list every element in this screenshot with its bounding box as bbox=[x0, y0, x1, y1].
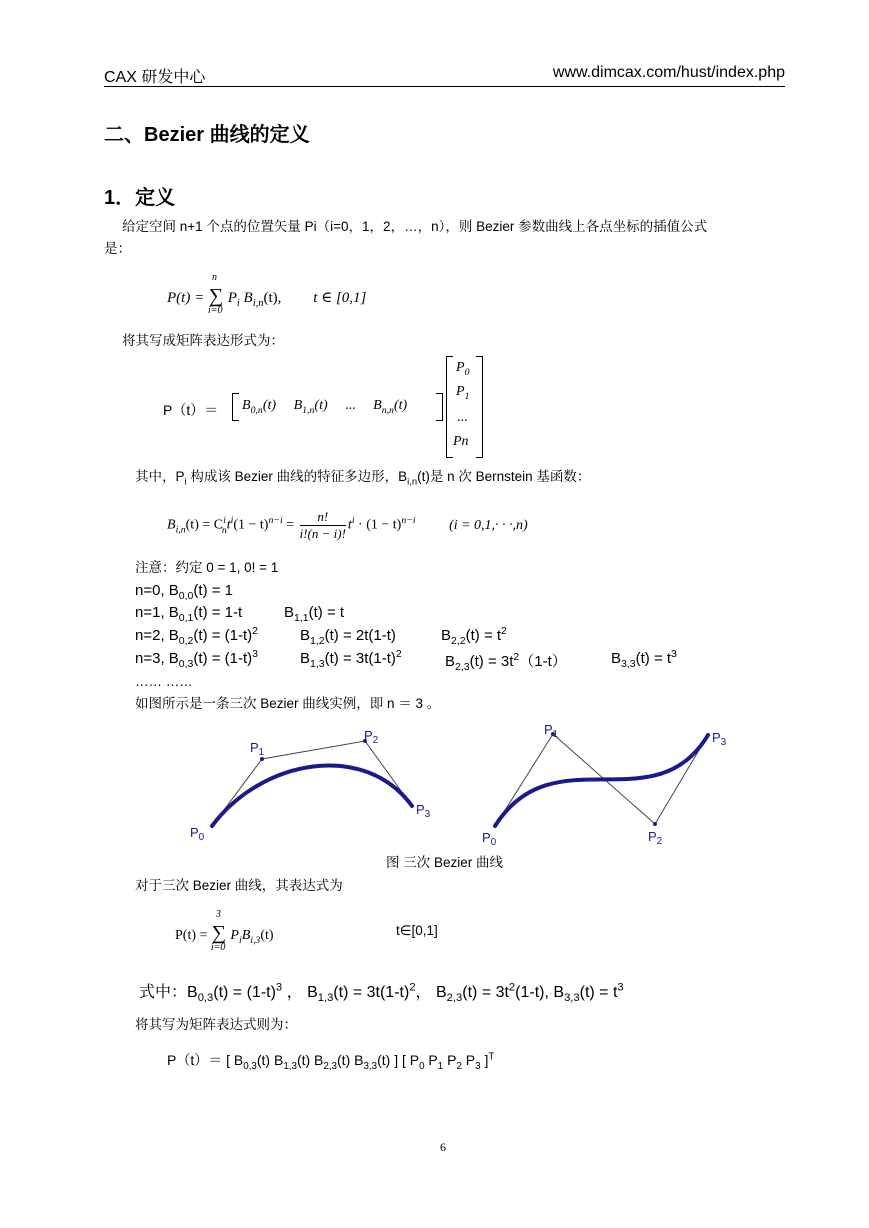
basis-n3a bbox=[135, 648, 258, 670]
basis-n1b bbox=[284, 604, 345, 624]
f3-tail: (t) bbox=[260, 928, 274, 943]
basis-n0-post: (t) = 1 bbox=[193, 582, 234, 599]
f2-after2: · (1 − t) bbox=[354, 517, 402, 533]
para3-a-sub: i bbox=[184, 476, 187, 488]
sigma-icon: ∑ bbox=[208, 285, 224, 307]
formula-4 bbox=[139, 979, 624, 1005]
right-label-p0: $P_0$ bbox=[482, 830, 497, 848]
basis-n2a-sub: 0,2 bbox=[178, 635, 194, 647]
figure-caption: 图 三次 Bezier 曲线 bbox=[386, 855, 504, 870]
basis-n2a-post: (t) = (1-t) bbox=[193, 627, 253, 644]
f2-c-sub: n bbox=[221, 524, 227, 536]
f4-t2-sub: 1,3 bbox=[317, 992, 334, 1005]
basis-n3b-sub: 1,3 bbox=[310, 658, 325, 670]
matrix-lhs: P（t）＝ bbox=[163, 402, 219, 418]
basis-n0-pre: n=0, B bbox=[135, 582, 179, 599]
f1-range: t ∈ [0,1] bbox=[313, 290, 367, 306]
para3 bbox=[135, 468, 590, 486]
f1-sum-top: n bbox=[211, 272, 217, 283]
f4-t2: B bbox=[307, 984, 318, 1001]
basis-n3a-sub: 0,3 bbox=[178, 658, 194, 670]
f5-s1: 0,3 bbox=[243, 1060, 257, 1072]
f3-sum-bottom: i=0 bbox=[210, 942, 226, 953]
f2-frac bbox=[300, 509, 346, 542]
f1-tail: (t), bbox=[263, 290, 282, 306]
f5-p3: (t) B bbox=[337, 1052, 364, 1068]
f5-s8: 3 bbox=[475, 1060, 481, 1072]
formula-3 bbox=[175, 909, 274, 953]
f5-p1: (t) B bbox=[256, 1052, 284, 1068]
bezier-figure bbox=[180, 718, 740, 848]
f1-p-sub: i bbox=[236, 298, 240, 309]
f1-sum-bottom: i=0 bbox=[207, 305, 223, 316]
f1-b-sub: i,n bbox=[252, 298, 264, 309]
basis-n2a bbox=[135, 625, 258, 647]
para4: 如图所示是一条三次 Bezier 曲线实例，即 n ＝ 3 。 bbox=[135, 696, 441, 711]
para3-b: 构成该 Bezier 曲线的特征多边形，B bbox=[186, 469, 408, 484]
left-label-p2: $P_2$ bbox=[364, 728, 379, 746]
left-control-polygon bbox=[212, 741, 412, 826]
f4-t3-sup: 2 bbox=[508, 981, 516, 994]
f4-t4-sup: 3 bbox=[617, 981, 624, 994]
basis-n2a-pre: n=2, B bbox=[135, 627, 179, 644]
f4-t1: B bbox=[187, 984, 198, 1001]
f5-s2: 1,3 bbox=[283, 1060, 297, 1072]
right-label-p2: $P_2$ bbox=[648, 829, 663, 847]
basis-n3d-sub: 3,3 bbox=[621, 658, 636, 670]
basis-n3d-post: (t) = t bbox=[635, 650, 672, 667]
col-bracket-right bbox=[476, 356, 483, 458]
para1-line2: 是： bbox=[104, 241, 131, 256]
section-title: 二、Bezier 曲线的定义 bbox=[104, 124, 310, 146]
basis-n1a-sub: 0,1 bbox=[178, 612, 194, 624]
row-el-1: $B_{1,n}(t)$ bbox=[293, 398, 328, 416]
basis-n3a-sup: 3 bbox=[252, 648, 258, 660]
basis-n1b-pre: B bbox=[284, 604, 295, 621]
f4-pre: 式中： bbox=[139, 984, 188, 1001]
f5-s4: 3,3 bbox=[363, 1060, 378, 1072]
left-label-p0: $P_0$ bbox=[190, 825, 205, 843]
basis-n1b-post: (t) = t bbox=[308, 604, 345, 621]
f4-t3-sub: 2,3 bbox=[446, 992, 463, 1005]
basis-n2b-pre: B bbox=[300, 627, 311, 644]
f3-sum bbox=[210, 909, 227, 953]
f2-c-sup: i bbox=[223, 515, 226, 527]
row-bracket-right bbox=[436, 393, 443, 421]
basis-n3b-sup: 2 bbox=[395, 648, 402, 660]
basis-n3c-post: (t) = 3t bbox=[469, 653, 514, 670]
right-label-p3: $P_3$ bbox=[712, 730, 727, 748]
f5-s7: 2 bbox=[456, 1060, 462, 1072]
f3-sum-top: 3 bbox=[215, 909, 221, 920]
f4-t3-tail: (1-t), bbox=[515, 984, 549, 1001]
f4-t4: B bbox=[553, 984, 565, 1001]
basis-n1a-pre: n=1, B bbox=[135, 604, 179, 621]
basis-n3b bbox=[300, 648, 402, 670]
subsection-title: 1．定义 bbox=[104, 187, 176, 209]
f2-after-sup: i bbox=[351, 515, 355, 527]
f4-t4-post: (t) = t bbox=[579, 984, 618, 1001]
f5-sup: T bbox=[488, 1051, 495, 1063]
basis-n1a bbox=[135, 604, 243, 624]
col-bracket-left bbox=[446, 356, 453, 458]
basis-n2b bbox=[300, 627, 396, 647]
basis-n2c-sup: 2 bbox=[501, 625, 507, 637]
f2-frac-den: i!(n − i)! bbox=[299, 526, 346, 541]
basis-n3c-pre: B bbox=[445, 653, 456, 670]
f2-after2-sup: n−i bbox=[401, 515, 416, 527]
row-bracket-left bbox=[232, 393, 239, 421]
ellipsis: …… …… bbox=[135, 674, 193, 689]
row-el-0: $B_{0,n}(t)$ bbox=[242, 398, 277, 416]
basis-n3d-pre: B bbox=[611, 650, 622, 667]
basis-n3d bbox=[611, 648, 677, 670]
f1-b: B bbox=[243, 290, 253, 306]
col-el-1: $P_1$ bbox=[456, 384, 470, 402]
basis-n3c-sub: 2,3 bbox=[455, 661, 470, 673]
basis-n3b-pre: B bbox=[300, 650, 311, 667]
basis-n3d-sup: 3 bbox=[671, 648, 677, 660]
f2-lhs: B bbox=[167, 517, 176, 533]
f2-lhs-tail: (t) = C bbox=[185, 517, 224, 533]
f5-s5: 0 bbox=[419, 1060, 425, 1072]
f2-lhs-sub: i,n bbox=[175, 524, 186, 536]
f3-p-sub: i bbox=[238, 934, 242, 946]
basis-n2c bbox=[441, 625, 507, 647]
f5-p6: P bbox=[443, 1052, 457, 1068]
col-el-2: ... bbox=[457, 410, 468, 425]
f3-b-sub: i,3 bbox=[250, 934, 261, 946]
para5: 对于三次 Bezier 曲线，其表达式为 bbox=[135, 878, 343, 893]
f4-t4-sub: 3,3 bbox=[564, 992, 580, 1005]
f2-frac-num: n! bbox=[300, 509, 346, 526]
para3-c: (t)是 n 次 Bernstein 基函数： bbox=[417, 469, 591, 484]
f4-t1-sub: 0,3 bbox=[197, 992, 214, 1005]
f2-mid2: (1 − t) bbox=[233, 517, 269, 533]
basis-n2c-sub: 2,2 bbox=[451, 635, 466, 647]
f4-t3: B bbox=[436, 984, 447, 1001]
f3-p: P bbox=[230, 928, 239, 943]
para6: 将其写为矩阵表达式则为： bbox=[135, 1017, 297, 1032]
basis-n1a-post: (t) = 1-t bbox=[193, 604, 243, 621]
para1-line1: 给定空间 n+1 个点的位置矢量 Pi（i=0，1，2，…，n），则 Bezier 参数曲线上各点坐标的插值公式 bbox=[122, 219, 708, 234]
header-left: CAX 研发中心 bbox=[104, 69, 206, 86]
f5-s6: 1 bbox=[437, 1060, 444, 1072]
basis-n1b-sub: 1,1 bbox=[294, 612, 309, 624]
para2: 将其写成矩阵表达形式为： bbox=[122, 333, 284, 348]
row-el-3: $B_{n,n}(t)$ bbox=[373, 398, 408, 416]
note: 注意：约定 0 = 1, 0! = 1 bbox=[135, 560, 279, 575]
formula-5 bbox=[167, 1050, 494, 1070]
f4-t2-post: (t) = 3t(1-t) bbox=[333, 984, 410, 1001]
basis-n2c-post: (t) = t bbox=[465, 627, 502, 644]
basis-n2a-sup: 2 bbox=[252, 625, 258, 637]
f5-p5: P bbox=[424, 1052, 438, 1068]
f2-after: t bbox=[347, 517, 352, 533]
f2-mid2-sup: n−i bbox=[268, 515, 283, 527]
basis-n3c-tail: （1-t） bbox=[519, 653, 567, 670]
f5-p4: (t) ] [ P bbox=[377, 1052, 420, 1068]
col-el-3: Pn bbox=[453, 434, 469, 449]
f1-p: P bbox=[227, 290, 237, 306]
f1-sum bbox=[207, 272, 224, 316]
formula-1 bbox=[167, 272, 367, 316]
basis-n0-sub: 0,0 bbox=[178, 590, 194, 602]
f2-eq: = bbox=[282, 517, 298, 533]
f5-p7: P bbox=[461, 1052, 476, 1068]
basis-n2c-pre: B bbox=[441, 627, 452, 644]
f4-sep2: ， bbox=[415, 984, 436, 1001]
basis-n0 bbox=[135, 582, 234, 602]
right-p2-point bbox=[653, 822, 657, 826]
f4-t1-sup: 3 bbox=[275, 981, 283, 994]
basis-n3c-sup: 2 bbox=[513, 651, 520, 663]
f5-s3: 2,3 bbox=[323, 1060, 338, 1072]
f3-range: t∈[0,1] bbox=[396, 923, 438, 938]
header-right: www.dimcax.com/hust/index.php bbox=[552, 64, 785, 81]
f4-t1-post: (t) = (1-t) bbox=[213, 984, 276, 1001]
right-bezier-curve bbox=[495, 735, 708, 826]
f3-lhs: P(t) = bbox=[175, 928, 211, 943]
row-el-2: ... bbox=[345, 398, 356, 413]
basis-n3c bbox=[445, 650, 567, 671]
f4-sep1: ， bbox=[282, 984, 308, 1001]
f2-mid-sup: i bbox=[230, 515, 234, 527]
right-label-p1: $P_1$ bbox=[544, 722, 559, 740]
header-rule bbox=[104, 86, 785, 87]
formula-2 bbox=[167, 509, 528, 542]
f5-p8: ] bbox=[480, 1052, 489, 1068]
page-number: 6 bbox=[440, 1140, 446, 1154]
f3-b: B bbox=[241, 928, 251, 943]
left-label-p1: $P_1$ bbox=[250, 740, 265, 758]
f4-t2-sup: 2 bbox=[409, 981, 416, 994]
f5-p2: (t) B bbox=[296, 1052, 324, 1068]
para3-a: 其中，P bbox=[135, 469, 185, 484]
basis-n3b-post: (t) = 3t(1-t) bbox=[324, 650, 396, 667]
matrix-row bbox=[242, 398, 407, 414]
f1-lhs: P(t) = bbox=[167, 290, 208, 306]
sigma-icon-2: ∑ bbox=[211, 922, 227, 944]
f2-range: (i = 0,1,· · ·,n) bbox=[449, 517, 528, 533]
basis-n2b-post: (t) = 2t(1-t) bbox=[324, 627, 396, 644]
left-label-p3: $P_3$ bbox=[416, 802, 431, 820]
basis-n3a-pre: n=3, B bbox=[135, 650, 179, 667]
f5-pre: P（t）＝ [ B bbox=[167, 1052, 244, 1068]
basis-n2b-sub: 1,2 bbox=[310, 635, 325, 647]
basis-n3a-post: (t) = (1-t) bbox=[193, 650, 253, 667]
f4-t3-post: (t) = 3t bbox=[462, 984, 509, 1001]
left-bezier-curve bbox=[212, 765, 412, 826]
para3-b-sub: i,n bbox=[407, 476, 418, 488]
f2-mid: t bbox=[226, 517, 231, 533]
col-el-0: $P_0$ bbox=[456, 360, 470, 378]
